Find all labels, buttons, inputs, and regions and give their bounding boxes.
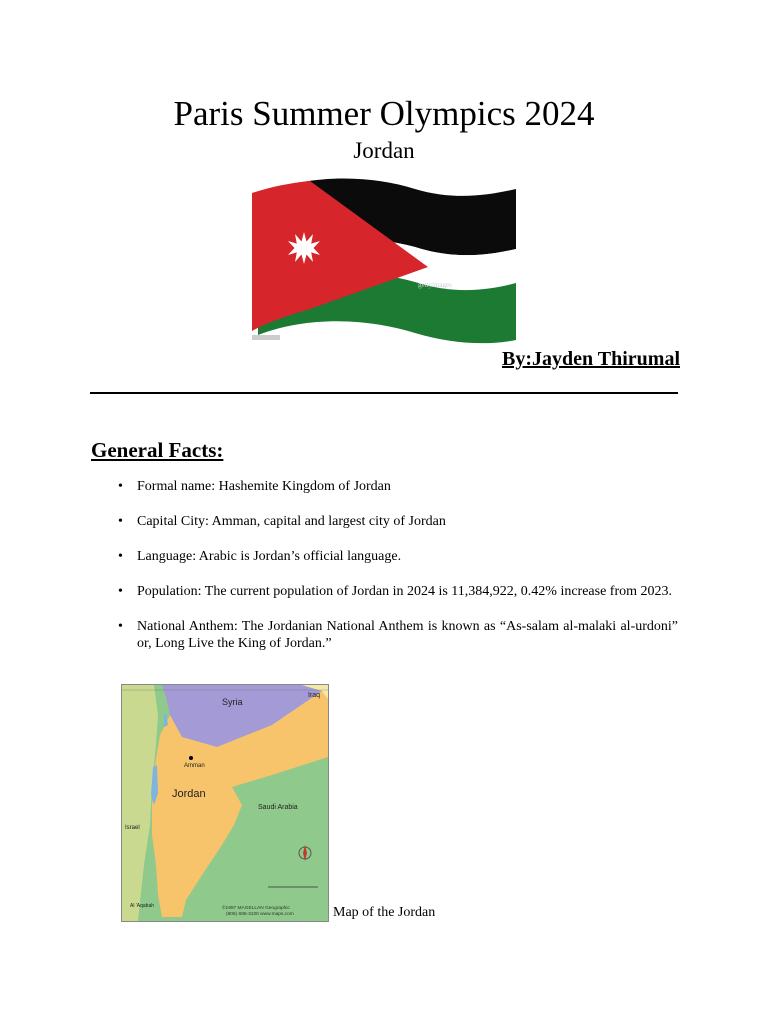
- map-label-aqaba: Al 'Aqabah: [130, 903, 155, 909]
- jordan-flag-image: [250, 175, 518, 347]
- map-label-iraq: Iraq: [308, 692, 321, 699]
- horizontal-divider: [90, 392, 678, 394]
- map-credit-line-1: ©1997 MAGELLAN Geographic: [222, 906, 290, 911]
- document-title: Paris Summer Olympics 2024: [173, 94, 595, 133]
- jordan-map-image: [121, 684, 329, 922]
- map-label-amman: Amman: [184, 763, 205, 769]
- map-label-jordan: Jordan: [172, 788, 206, 800]
- map-credit-line-2: (805) 685-3100 www.maps.com: [226, 912, 294, 917]
- fact-population: • Population: The current population of Jordan in 2024 is 11,384,922, 0.42% increase from 2023.: [116, 583, 678, 600]
- map-label-syria: Syria: [222, 697, 243, 707]
- map-caption: Map of the Jordan: [333, 905, 436, 920]
- map-label-israel: Israel: [125, 825, 140, 831]
- jordan-flag-svg: [250, 175, 518, 347]
- flag-watermark: gettyimages: [418, 281, 452, 289]
- jordan-map-svg: [122, 685, 328, 921]
- map-label-saudi: Saudi Arabia: [258, 804, 298, 811]
- document-subtitle: Jordan: [353, 138, 415, 163]
- author-byline: By:Jayden Thirumal: [502, 348, 680, 370]
- general-facts-heading: General Facts:: [91, 438, 224, 462]
- fact-formal-name: • Formal name: Hashemite Kingdom of Jordan: [116, 478, 678, 495]
- fact-national-anthem: • National Anthem: The Jordanian National Anthem is known as “As-salam al-malaki al-urdoni” or, Long Live the King of Jordan.”: [116, 618, 678, 652]
- general-facts-list: [116, 478, 678, 670]
- fact-language: • Language: Arabic is Jordan’s official language.: [116, 548, 678, 565]
- map-amman-dot: [189, 756, 193, 760]
- fact-capital-city: • Capital City: Amman, capital and largest city of Jordan: [116, 513, 678, 530]
